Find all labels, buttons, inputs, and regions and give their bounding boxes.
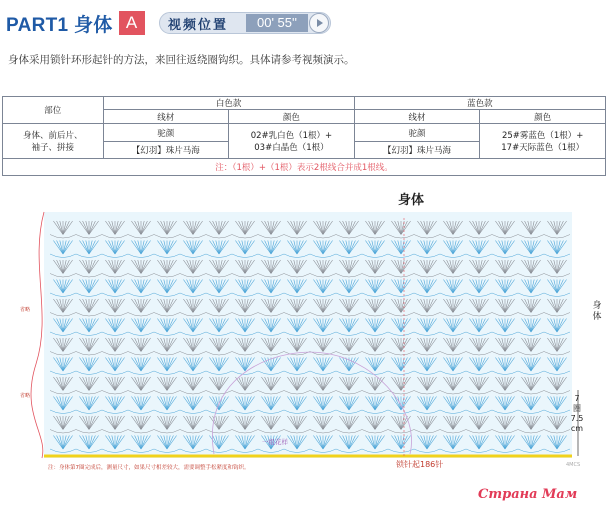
part-cell xyxy=(3,124,104,159)
white-color-line1: 02#乳白色（1根）+ xyxy=(250,131,333,141)
body-side-label: 身体 xyxy=(592,301,602,322)
site-watermark: Страна Мам xyxy=(478,487,578,502)
left-omit-mark-1: 省略 xyxy=(20,307,31,313)
white-color-cell xyxy=(229,124,355,159)
header-white-yarn: 线材 xyxy=(103,110,229,124)
video-timestamp[interactable]: 00' 55'' xyxy=(246,14,308,32)
white-yarn-1: 驼颜 xyxy=(103,124,229,142)
instruction-text: 身体采用锁针环形起针的方法，来回往返绕圈钩织。具体请参考视频演示。 xyxy=(8,54,355,66)
header-part: 部位 xyxy=(3,97,104,124)
header-white-color: 颜色 xyxy=(229,110,355,124)
blue-color-cell xyxy=(480,124,606,159)
length-unit: cm xyxy=(570,424,584,433)
blue-color-line2: 17#天际蓝色（1根） xyxy=(501,143,585,153)
left-edge-line xyxy=(31,212,44,458)
yarn-table xyxy=(2,96,606,176)
part-name-line1: 身体、前后片、 xyxy=(22,131,83,141)
white-color-line2: 03#白晶色（1根） xyxy=(254,143,329,153)
rows-count: 7 xyxy=(574,394,580,403)
header-blue-group: 蓝色款 xyxy=(354,97,605,110)
blue-yarn-1: 驼颜 xyxy=(354,124,480,142)
length-value: 7.5 xyxy=(570,414,584,423)
play-icon[interactable] xyxy=(309,13,329,33)
table-note: 注：（1根）+（1根）表示2根线合并成1根线。 xyxy=(3,159,606,176)
header-white-group: 白色款 xyxy=(103,97,354,110)
crochet-chart-svg xyxy=(0,204,610,474)
left-omit-mark-2: 省略 xyxy=(20,393,31,399)
rows-unit: 圈 xyxy=(573,404,581,413)
crochet-diagram xyxy=(0,204,610,474)
diagram-title: 身体 xyxy=(398,193,425,208)
part-header xyxy=(6,10,145,36)
white-yarn-2: 【幻羽】珠片马海 xyxy=(103,142,229,159)
diagram-footnote: 注：身体第7圈完成后，测量尺寸，如果尺寸相差较大，需要调整手松紧度和钩织。 xyxy=(48,465,250,471)
video-position-label: 视频位置 xyxy=(168,17,229,33)
video-position-bar[interactable] xyxy=(159,12,331,34)
chart-background xyxy=(44,212,572,458)
corner-badge: 4MCS xyxy=(566,462,581,468)
blue-color-line1: 25#雾蓝色（1根）+ xyxy=(501,131,584,141)
part-letter-badge: A xyxy=(119,11,145,35)
chain-start-label: 锁针起186针 xyxy=(396,460,444,469)
header-blue-color: 颜色 xyxy=(480,110,606,124)
header-blue-yarn: 线材 xyxy=(354,110,480,124)
pattern-repeat-label: 一组花样 xyxy=(262,438,288,446)
part-name-line2: 袖子、拼接 xyxy=(31,143,74,153)
part-title: PART1 身体 xyxy=(6,14,113,36)
blue-yarn-2: 【幻羽】珠片马海 xyxy=(354,142,480,159)
rows-measure-label xyxy=(568,394,586,434)
